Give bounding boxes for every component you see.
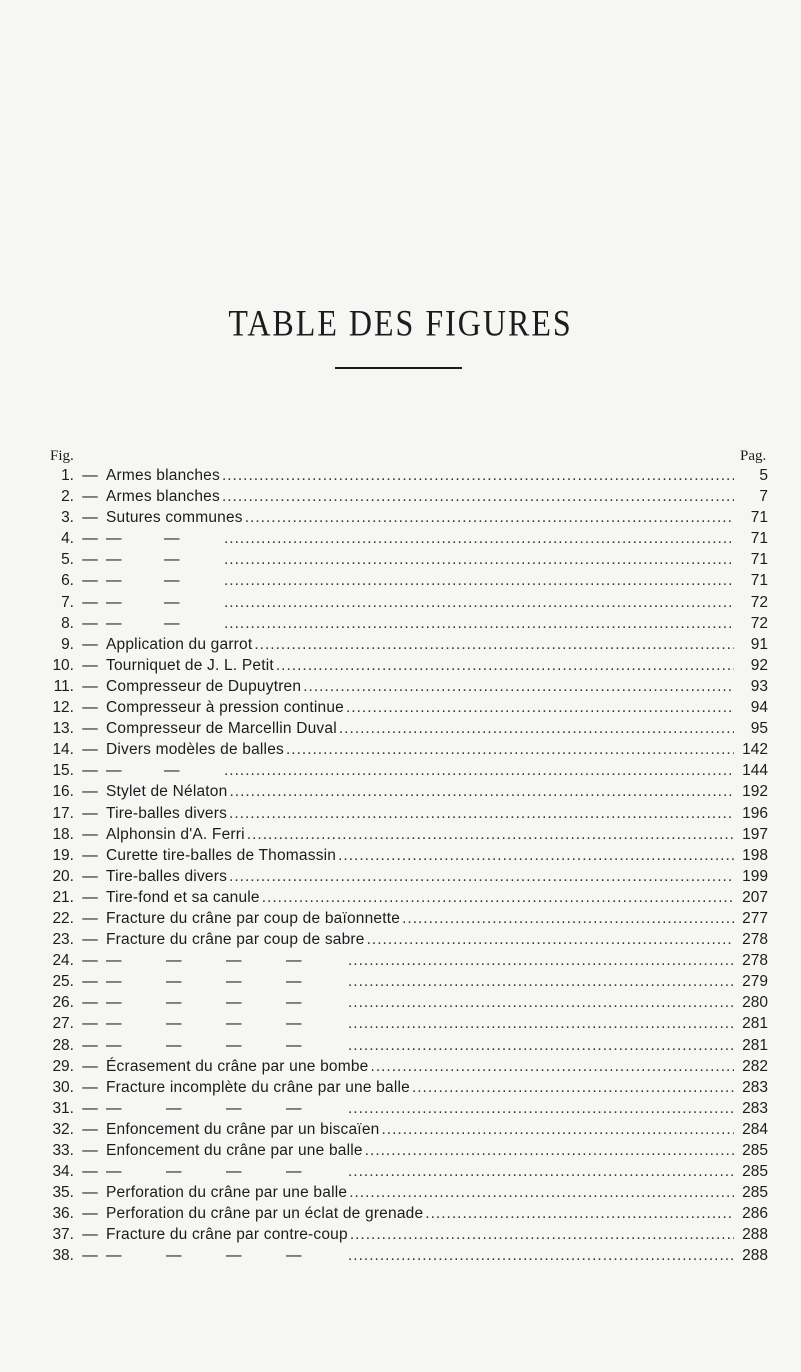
ditto-dash: — <box>166 1036 182 1054</box>
dot-leader <box>222 465 734 486</box>
separator-dash: — <box>82 867 98 885</box>
ditto-dash: — <box>164 530 180 548</box>
dot-leader <box>348 971 734 992</box>
figure-label: Fracture incomplète du crâne par une balle <box>106 1078 410 1096</box>
page-number: 5 <box>759 467 768 484</box>
separator-dash: — <box>82 783 98 801</box>
figure-number: 23. <box>52 931 74 949</box>
figure-number: 34. <box>52 1163 74 1181</box>
page-number: 7 <box>759 488 768 506</box>
page-number: 192 <box>742 783 768 801</box>
figure-number: 18. <box>52 825 74 843</box>
ditto-dash: — <box>106 1099 122 1117</box>
ditto-dash: — <box>106 994 122 1012</box>
ditto-dash: — <box>106 572 122 590</box>
list-item <box>38 465 768 486</box>
figure-label: Alphonsin d'A. Ferri <box>106 825 245 843</box>
dot-leader <box>254 634 734 655</box>
figure-list <box>38 465 768 1267</box>
dot-leader <box>224 760 734 781</box>
figure-number: 8. <box>61 614 74 632</box>
figure-label: Tire-balles divers <box>106 804 228 822</box>
figure-label: Fracture du crâne par coup de baïonnette <box>106 909 401 927</box>
list-item <box>38 908 768 929</box>
page-number: 197 <box>742 825 768 843</box>
dot-leader <box>365 1140 734 1161</box>
list-item <box>38 739 768 760</box>
separator-dash: — <box>82 572 98 590</box>
dot-leader <box>412 1077 734 1098</box>
ditto-dash: — <box>226 1015 242 1033</box>
figure-label: Fracture du crâne par contre-coup <box>106 1226 348 1244</box>
figure-number: 5. <box>61 551 74 569</box>
dot-leader <box>425 1203 734 1224</box>
dot-leader <box>224 592 734 613</box>
figure-number: 36. <box>52 1205 74 1223</box>
figure-label: Tire-fond et sa canule <box>106 888 260 906</box>
list-item <box>38 1119 768 1140</box>
page-number: 282 <box>742 1057 768 1075</box>
figure-number: 10. <box>52 656 74 674</box>
figure-number: 6. <box>61 572 74 590</box>
ditto-dash: — <box>286 973 302 991</box>
page-number: 284 <box>742 1120 768 1138</box>
ditto-marks <box>106 1013 346 1034</box>
dot-leader <box>367 929 734 950</box>
ditto-marks <box>106 992 346 1013</box>
figure-number: 22. <box>52 909 74 927</box>
list-item <box>38 866 768 887</box>
separator-dash: — <box>82 1120 98 1138</box>
page-number: 281 <box>742 1015 768 1033</box>
ditto-dash: — <box>226 1099 242 1117</box>
dot-leader <box>229 866 734 887</box>
dot-leader <box>245 507 734 528</box>
ditto-dash: — <box>166 994 182 1012</box>
page-number: 286 <box>742 1205 768 1223</box>
list-item <box>38 549 768 570</box>
figure-number: 31. <box>52 1099 74 1117</box>
figure-number: 1. <box>61 467 74 484</box>
ditto-marks <box>106 613 222 634</box>
separator-dash: — <box>82 909 98 927</box>
ditto-dash: — <box>166 973 182 991</box>
figure-number: 28. <box>52 1036 74 1054</box>
separator-dash: — <box>82 1015 98 1033</box>
figure-label: Tire-balles divers <box>106 867 228 885</box>
list-item <box>38 1224 768 1245</box>
dot-leader <box>224 613 734 634</box>
figure-number: 33. <box>52 1142 74 1159</box>
figure-label: Compresseur à pression continue <box>106 699 344 717</box>
page-number: 71 <box>750 551 768 569</box>
list-item <box>38 1035 768 1056</box>
ditto-dash: — <box>164 593 180 611</box>
separator-dash: — <box>82 699 98 717</box>
figure-label: Application du garrot <box>106 635 253 653</box>
page-number: 278 <box>742 931 768 949</box>
dot-leader <box>381 1119 734 1140</box>
separator-dash: — <box>82 551 98 569</box>
list-item <box>38 592 768 613</box>
separator-dash: — <box>82 635 98 653</box>
page-number: 199 <box>742 867 768 885</box>
figure-label: Écrasement du crâne par une bombe <box>106 1057 369 1075</box>
figure-label: Fracture du crâne par coup de sabre <box>106 931 365 949</box>
figure-number: 32. <box>52 1120 74 1138</box>
list-item <box>38 1056 768 1077</box>
dot-leader <box>224 528 734 549</box>
separator-dash: — <box>82 656 98 674</box>
page-number: 95 <box>750 720 768 738</box>
dot-leader <box>348 992 734 1013</box>
ditto-marks <box>106 1245 346 1266</box>
page-number: 92 <box>750 656 768 674</box>
ditto-marks <box>106 1098 346 1119</box>
ditto-dash: — <box>106 593 122 611</box>
list-item <box>38 634 768 655</box>
figure-label: Tourniquet de J. L. Petit <box>106 656 274 674</box>
list-item <box>38 1203 768 1224</box>
list-item <box>38 803 768 824</box>
figure-number: 7. <box>61 593 74 611</box>
page-number: 72 <box>750 593 768 611</box>
figure-label: Compresseur de Marcellin Duval <box>106 720 337 738</box>
ditto-dash: — <box>286 994 302 1012</box>
figure-label: Stylet de Nélaton <box>106 783 228 801</box>
dot-leader <box>348 1098 734 1119</box>
figure-number: 24. <box>52 952 74 970</box>
separator-dash: — <box>82 741 98 759</box>
separator-dash: — <box>82 952 98 970</box>
figure-label: Armes blanches <box>106 467 220 484</box>
ditto-marks <box>106 971 346 992</box>
separator-dash: — <box>82 1247 98 1265</box>
ditto-dash: — <box>226 1036 242 1054</box>
separator-dash: — <box>82 530 98 548</box>
list-item <box>38 528 768 549</box>
ditto-dash: — <box>166 1015 182 1033</box>
page-number: 196 <box>742 804 768 822</box>
figure-number: 14. <box>52 741 74 759</box>
ditto-dash: — <box>106 551 122 569</box>
dot-leader <box>350 1224 734 1245</box>
dot-leader <box>348 950 734 971</box>
separator-dash: — <box>82 846 98 864</box>
dot-leader <box>348 1035 734 1056</box>
list-item <box>38 507 768 528</box>
figure-label: Armes blanches <box>106 488 220 506</box>
list-item <box>38 971 768 992</box>
ditto-dash: — <box>106 973 122 991</box>
separator-dash: — <box>82 1078 98 1096</box>
separator-dash: — <box>82 888 98 906</box>
ditto-dash: — <box>166 1099 182 1117</box>
separator-dash: — <box>82 973 98 991</box>
separator-dash: — <box>82 762 98 780</box>
ditto-marks <box>106 1161 346 1182</box>
separator-dash: — <box>82 593 98 611</box>
list-item <box>38 676 768 697</box>
figure-number: 35. <box>52 1184 74 1202</box>
ditto-marks <box>106 592 222 613</box>
page-number: 94 <box>750 699 768 717</box>
ditto-marks <box>106 950 346 971</box>
separator-dash: — <box>82 677 98 695</box>
dot-leader <box>229 781 734 802</box>
page-title: TABLE DES FIGURES <box>228 302 573 344</box>
figure-number: 37. <box>52 1226 74 1244</box>
dot-leader <box>348 1013 734 1034</box>
figure-number: 13. <box>52 720 74 738</box>
separator-dash: — <box>82 1205 98 1223</box>
figure-label: Curette tire-balles de Thomassin <box>106 846 337 864</box>
figure-number: 12. <box>52 699 74 717</box>
list-item <box>38 824 768 845</box>
figure-label: Enfoncement du crâne par une balle <box>106 1142 363 1159</box>
list-item <box>38 1098 768 1119</box>
separator-dash: — <box>82 804 98 822</box>
list-item <box>38 760 768 781</box>
dot-leader <box>303 676 734 697</box>
figure-number: 2. <box>61 488 74 506</box>
page-number: 93 <box>750 677 768 695</box>
page-number: 280 <box>742 994 768 1012</box>
dot-leader <box>276 655 734 676</box>
ditto-dash: — <box>164 762 180 780</box>
figure-number: 15. <box>52 762 74 780</box>
dot-leader <box>262 887 734 908</box>
ditto-dash: — <box>226 1163 242 1181</box>
page-number: 279 <box>742 973 768 991</box>
ditto-dash: — <box>286 1099 302 1117</box>
separator-dash: — <box>82 488 98 506</box>
ditto-dash: — <box>166 1247 182 1265</box>
ditto-dash: — <box>106 1163 122 1181</box>
page-number: 207 <box>742 888 768 906</box>
ditto-dash: — <box>226 1247 242 1265</box>
separator-dash: — <box>82 931 98 949</box>
page-number: 288 <box>742 1247 768 1265</box>
page-number: 283 <box>742 1078 768 1096</box>
ditto-dash: — <box>106 952 122 970</box>
dot-leader <box>348 1245 734 1266</box>
figure-label: Sutures communes <box>106 509 243 527</box>
page-number: 278 <box>742 952 768 970</box>
ditto-dash: — <box>106 614 122 632</box>
list-item <box>38 1013 768 1034</box>
list-item <box>38 1182 768 1203</box>
ditto-marks <box>106 549 222 570</box>
figure-number: 3. <box>61 509 74 527</box>
separator-dash: — <box>82 467 98 484</box>
list-item <box>38 1077 768 1098</box>
page-number: 285 <box>742 1184 768 1202</box>
page-number: 91 <box>750 635 768 653</box>
list-item <box>38 570 768 591</box>
dot-leader <box>224 570 734 591</box>
ditto-marks <box>106 1035 346 1056</box>
ditto-dash: — <box>106 530 122 548</box>
separator-dash: — <box>82 509 98 527</box>
figure-number: 20. <box>52 867 74 885</box>
ditto-marks <box>106 570 222 591</box>
list-item <box>38 950 768 971</box>
ditto-dash: — <box>164 572 180 590</box>
separator-dash: — <box>82 994 98 1012</box>
ditto-dash: — <box>106 762 122 780</box>
dot-leader <box>229 803 734 824</box>
figure-column-header: Fig. <box>50 448 74 464</box>
page-number: 71 <box>750 530 768 548</box>
ditto-dash: — <box>226 973 242 991</box>
figure-number: 29. <box>52 1057 74 1075</box>
figure-label: Divers modèles de balles <box>106 741 284 759</box>
separator-dash: — <box>82 1226 98 1244</box>
list-item <box>38 781 768 802</box>
list-item <box>38 992 768 1013</box>
dot-leader <box>402 908 734 929</box>
dot-leader <box>222 486 734 507</box>
separator-dash: — <box>82 825 98 843</box>
list-item <box>38 1140 768 1161</box>
ditto-dash: — <box>106 1015 122 1033</box>
ditto-dash: — <box>164 551 180 569</box>
separator-dash: — <box>82 1163 98 1181</box>
separator-dash: — <box>82 614 98 632</box>
list-item <box>38 929 768 950</box>
list-item <box>38 887 768 908</box>
separator-dash: — <box>82 1142 98 1159</box>
figure-label: Perforation du crâne par un éclat de grenade <box>106 1205 424 1223</box>
ditto-dash: — <box>286 1015 302 1033</box>
separator-dash: — <box>82 1099 98 1117</box>
figure-number: 17. <box>52 804 74 822</box>
list-item <box>38 1161 768 1182</box>
ditto-dash: — <box>226 994 242 1012</box>
figure-number: 4. <box>61 530 74 548</box>
dot-leader <box>348 1161 734 1182</box>
page-number: 288 <box>742 1226 768 1244</box>
figure-number: 16. <box>52 783 74 801</box>
page-number: 283 <box>742 1099 768 1117</box>
ditto-dash: — <box>164 614 180 632</box>
figure-label: Compresseur de Dupuytren <box>106 677 302 695</box>
title-rule <box>335 367 462 369</box>
ditto-dash: — <box>286 1247 302 1265</box>
dot-leader <box>247 824 734 845</box>
page-number: 281 <box>742 1036 768 1054</box>
figure-label: Perforation du crâne par une balle <box>106 1184 348 1202</box>
dot-leader <box>371 1056 734 1077</box>
ditto-dash: — <box>286 1036 302 1054</box>
ditto-marks <box>106 528 222 549</box>
page-number: 142 <box>742 741 768 759</box>
page-number: 198 <box>742 846 768 864</box>
dot-leader <box>339 718 734 739</box>
ditto-dash: — <box>286 1163 302 1181</box>
page-number: 71 <box>750 509 768 527</box>
page-number: 71 <box>750 572 768 590</box>
figure-number: 21. <box>52 888 74 906</box>
ditto-dash: — <box>166 1163 182 1181</box>
figure-number: 11. <box>53 677 74 695</box>
separator-dash: — <box>82 720 98 738</box>
figure-number: 19. <box>52 846 74 864</box>
dot-leader <box>346 697 734 718</box>
list-item <box>38 718 768 739</box>
figure-number: 25. <box>52 973 74 991</box>
list-item <box>38 613 768 634</box>
ditto-dash: — <box>226 952 242 970</box>
figure-number: 38. <box>52 1247 74 1265</box>
list-item <box>38 1245 768 1266</box>
figure-number: 9. <box>61 635 74 653</box>
page-column-header: Pag. <box>740 448 767 464</box>
ditto-dash: — <box>106 1247 122 1265</box>
list-item <box>38 486 768 507</box>
dot-leader <box>338 845 734 866</box>
page-number: 144 <box>742 762 768 780</box>
ditto-dash: — <box>166 952 182 970</box>
page-number: 285 <box>742 1163 768 1181</box>
separator-dash: — <box>82 1036 98 1054</box>
ditto-marks <box>106 760 222 781</box>
page-number: 285 <box>742 1142 768 1159</box>
dot-leader <box>224 549 734 570</box>
figure-label: Enfoncement du crâne par un biscaïen <box>106 1120 380 1138</box>
list-item <box>38 655 768 676</box>
page-number: 277 <box>742 909 768 927</box>
list-item <box>38 845 768 866</box>
ditto-dash: — <box>286 952 302 970</box>
ditto-dash: — <box>106 1036 122 1054</box>
figure-number: 27. <box>52 1015 74 1033</box>
figure-number: 26. <box>52 994 74 1012</box>
separator-dash: — <box>82 1057 98 1075</box>
figure-number: 30. <box>52 1078 74 1096</box>
list-item <box>38 697 768 718</box>
dot-leader <box>349 1182 734 1203</box>
separator-dash: — <box>82 1184 98 1202</box>
dot-leader <box>286 739 734 760</box>
page-number: 72 <box>750 614 768 632</box>
